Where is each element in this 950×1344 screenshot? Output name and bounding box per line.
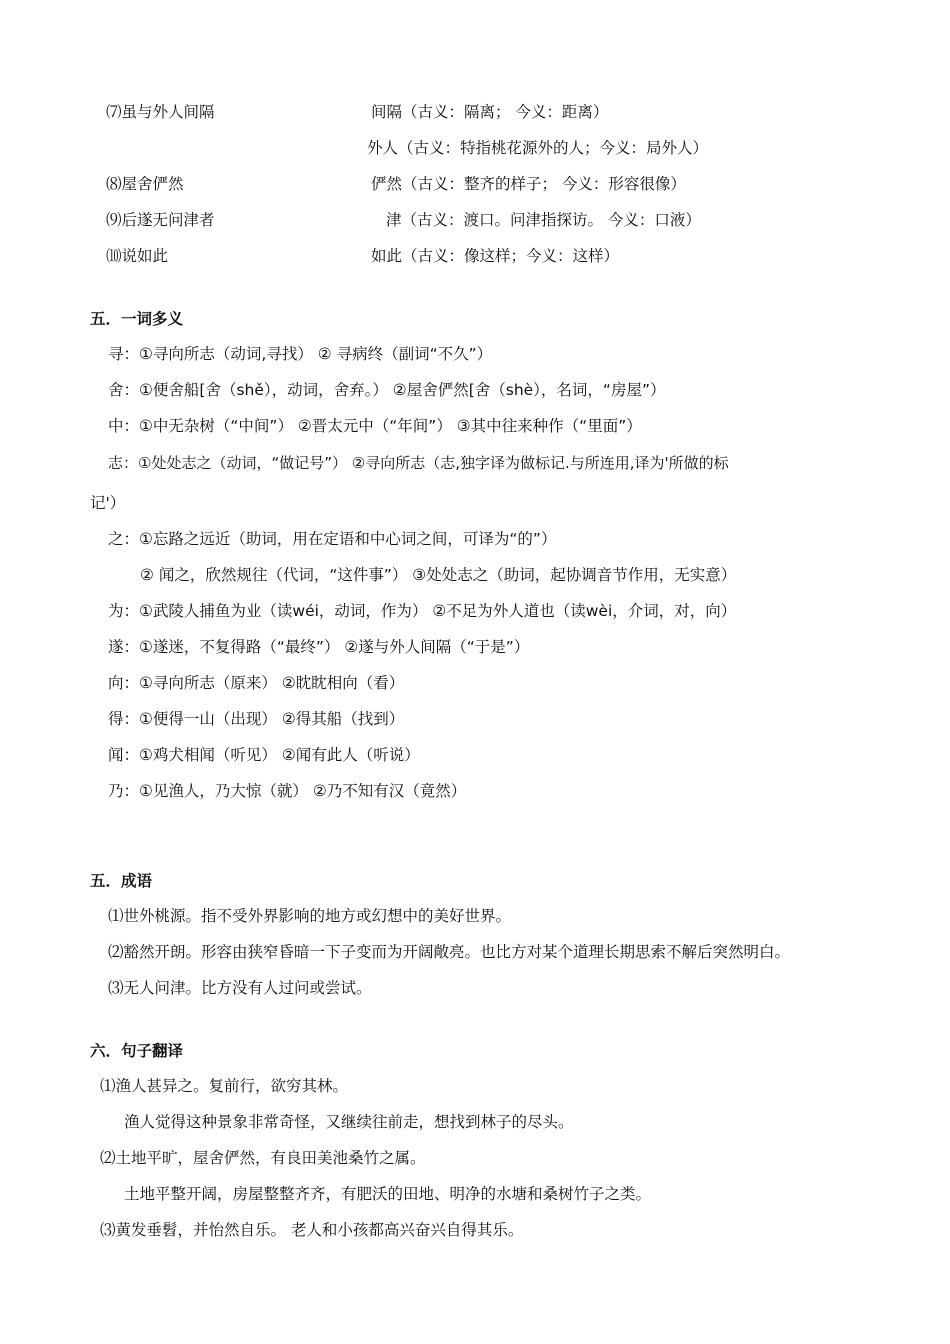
gujin-explanation: 外人（古义：特指桃花源外的人；今义：局外人） <box>367 139 709 157</box>
section-heading-fanyi: 六．句子翻译 <box>90 1042 184 1060</box>
idiom-line: ⑵豁然开朗。形容由狭窄昏暗一下子变而为开阔敞亮。也比方对某个道理长期思索不解后突然明白。 <box>108 943 791 961</box>
polysemy-line: 向：①寻向所志（原来） ②眈眈相向（看） <box>108 674 405 692</box>
polysemy-line: 为：①武陵人捕鱼为业（读wéi，动词，作为） ②不足为外人道也（读wèi，介词，对，向） <box>108 602 737 620</box>
section-heading-yiciduoyi: 五．一词多义 <box>90 310 184 328</box>
polysemy-line: 乃：①见渔人，乃大惊（就） ②乃不知有汉（竟然） <box>108 782 467 800</box>
translation-target: 渔人觉得这种景象非常奇怪，又继续往前走，想找到林子的尽头。 <box>124 1113 574 1131</box>
polysemy-line: 寻：①寻向所志（动词,寻找） ② 寻病终（副词“不久”） <box>108 345 493 363</box>
polysemy-line: 中：①中无杂树（“中间”） ②晋太元中（“年间”） ③其中往来种作（“里面”） <box>108 417 642 435</box>
polysemy-line: 之：①忘路之远近（助词，用在定语和中心词之间，可译为“的”） <box>108 530 557 548</box>
gujin-term: ⑻屋舍俨然 <box>106 175 184 193</box>
polysemy-line: 闻：①鸡犬相闻（听见） ②闻有此人（听说） <box>108 746 420 764</box>
gujin-explanation: 间隔（古义：隔离； 今义：距离） <box>371 103 609 121</box>
polysemy-line: 遂：①遂迷，不复得路（“最终”） ②遂与外人间隔（“于是”） <box>108 638 530 656</box>
gujin-term: ⑼后遂无问津者 <box>106 211 215 229</box>
gujin-explanation: 俨然（古义：整齐的样子； 今义：形容很像） <box>371 175 686 193</box>
gujin-explanation: 如此（古义：像这样；今义：这样） <box>371 247 620 265</box>
polysemy-line: 舍：①便舍船[舍（shě），动词，舍弃。） ②屋舍俨然[舍（shè），名词，“房屋”） <box>108 381 666 399</box>
gujin-term: ⑺虽与外人间隔 <box>106 103 215 121</box>
translation-source: ⑴渔人甚异之。复前行，欲穷其林。 <box>100 1077 349 1095</box>
polysemy-line: 记'） <box>90 494 126 512</box>
polysemy-line: ② 闻之，欣然规往（代词，“这件事”） ③处处志之（助词，起协调音节作用，无实意） <box>140 566 737 584</box>
polysemy-line: 志：①处处志之（动词，“做记号”） ②寻向所志（志,独字译为做标记.与所连用,译为'所做的标 <box>108 454 729 472</box>
polysemy-line: 得：①便得一山（出现） ②得其船（找到） <box>108 710 405 728</box>
gujin-explanation: 津（古义：渡口。问津指探访。 今义：口液） <box>386 211 701 229</box>
idiom-line: ⑴世外桃源。指不受外界影响的地方或幻想中的美好世界。 <box>108 907 512 925</box>
translation-source: ⑵土地平旷，屋舍俨然，有良田美池桑竹之属。 <box>100 1149 426 1167</box>
section-heading-chengyu: 五．成语 <box>90 872 153 890</box>
translation-target: 土地平整开阔，房屋整整齐齐，有肥沃的田地、明净的水塘和桑树竹子之类。 <box>124 1185 652 1203</box>
gujin-term: ⑽说如此 <box>106 247 169 265</box>
translation-source: ⑶黄发垂髫，并怡然自乐。 老人和小孩都高兴奋兴自得其乐。 <box>100 1221 524 1239</box>
idiom-line: ⑶无人问津。比方没有人过问或尝试。 <box>108 979 372 997</box>
